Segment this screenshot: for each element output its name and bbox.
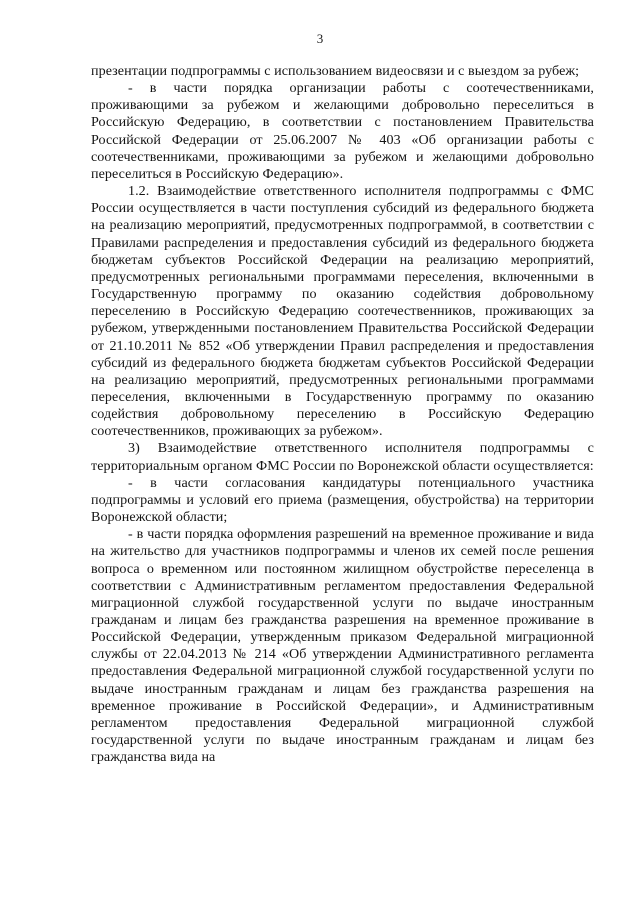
- paragraph-1-2-subsidies: 1.2. Взаимодействие ответственного исполнителя подпрограммы с ФМС России осуществляется в части поступления субсидий из федерального бюджета на реализацию мероприятий, предусмотренных подпрограммой, в соответствии с Правилами распределения и предоставления субсидий из федерального бюджета бюджетам субъектов Российской Федерации на реализацию мероприятий, предусмотренных региональными программами переселения, включенными в Государственную программу по оказанию содействия добровольному переселению в Российскую Федерацию соотечественников, проживающих за рубежом, утвержденными постановлением Правительства Российской Федерации от 21.10.2011 № 852 «Об утверждении Правил распределения и предоставления субсидий из федерального бюджета бюджетам субъектов Российской Федерации на реализацию мероприятий, предусмотренных региональными программами переселения, включенными в Государственную программу по оказанию содействия добровольному переселению в Российскую Федерацию соотечественников, проживающих за рубежом».: [91, 183, 594, 440]
- paragraph-candidate-approval: - в части согласования кандидатуры потенциального участника подпрограммы и условий его приема (размещения, обустройства) на территории Воронежской области;: [91, 474, 594, 526]
- paragraph-3-fms-voronezh: 3) Взаимодействие ответственного исполнителя подпрограммы с территориальным органом ФМС России по Воронежской области осуществляется:: [91, 440, 594, 474]
- page-number: 3: [316, 31, 324, 46]
- document-body: [91, 63, 594, 766]
- paragraph-permits: - в части порядка оформления разрешений на временное проживание и вида на жительство для участников подпрограммы и членов их семей после решения вопроса о временном или постоянном жилищном обустройстве переселенца в соответствии с Административным регламентом предоставления Федеральной миграционной службой государственной услуги по выдаче иностранным гражданам и лицам без гражданства разрешения на временное проживание в Российской Федерации, утвержденным приказом Федеральной миграционной службы от 22.04.2013 № 214 «Об утверждении Административного регламента предоставления Федеральной миграционной службой государственной услуги по выдаче иностранным гражданам и лицам без гражданства разрешения на временное проживание в Российской Федерации», и Административным регламентом предоставления Федеральной миграционной службой государственной услуги по выдаче иностранным гражданам и лицам без гражданства вида на: [91, 526, 594, 766]
- paragraph-compatriots: - в части порядка организации работы с соотечественниками, проживающими за рубежом и желающими добровольно переселиться в Российскую Федерацию, в соответствии с постановлением Правительства Российской Федерации от 25.06.2007 № 403 «Об организации работы с соотечественниками, проживающими за рубежом и желающими добровольно переселиться в Российскую Федерацию».: [91, 80, 594, 182]
- paragraph-continuation: презентации подпрограммы с использованием видеосвязи и с выездом за рубеж;: [91, 63, 580, 79]
